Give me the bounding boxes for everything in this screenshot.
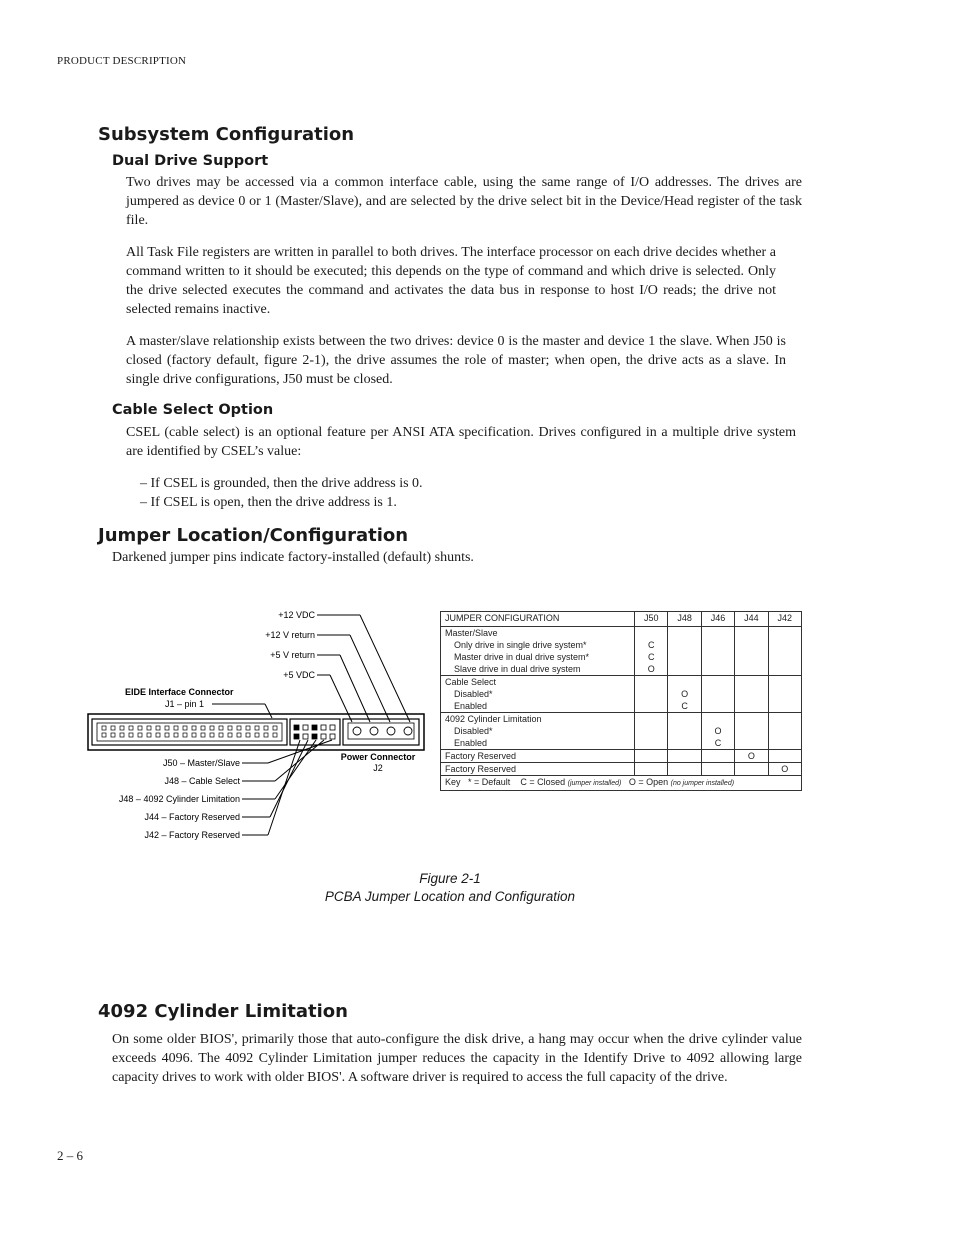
jumper-state: C xyxy=(714,738,722,748)
key-closed: C = Closed xyxy=(520,777,566,787)
label-j42: J42 – Factory Reserved xyxy=(144,830,240,840)
pcba-jumper-diagram xyxy=(80,600,435,845)
subsection-title-dual-drive: Dual Drive Support xyxy=(112,153,269,169)
eide-pin xyxy=(156,726,160,730)
figure-title: PCBA Jumper Location and Configuration xyxy=(324,889,576,904)
eide-pin xyxy=(192,726,196,730)
eide-pin xyxy=(156,733,160,737)
label-j50: J50 – Master/Slave xyxy=(162,758,240,768)
eide-pin xyxy=(228,726,232,730)
option-label: Disabled* xyxy=(454,689,493,699)
section-title-subsystem: Subsystem Configuration xyxy=(98,124,355,145)
eide-pin xyxy=(273,733,277,737)
label-pin1: J1 – pin 1 xyxy=(165,699,205,709)
group-title: Master/Slave xyxy=(445,628,498,638)
eide-pin xyxy=(147,726,151,730)
eide-pin xyxy=(219,726,223,730)
eide-pin xyxy=(264,733,268,737)
eide-pin xyxy=(165,733,169,737)
table-cell-j46 xyxy=(701,713,734,750)
table-row xyxy=(441,750,802,763)
eide-pin xyxy=(219,733,223,737)
eide-pin xyxy=(237,733,241,737)
paragraph-dual-2: All Task File registers are written in parallel to both drives. The interface processor on each drive decides whether a command written to it should be executed; this depends on the type of command and which drive is selected. Only the drive selected executes the command and activates the data bus in response to host I/O reads; the drive not selected remains inactive. xyxy=(126,245,776,317)
option-label: Slave drive in dual drive system xyxy=(454,664,581,674)
table-key xyxy=(441,776,802,791)
jumper-pin xyxy=(321,734,326,739)
eide-pin xyxy=(129,726,133,730)
figure-caption xyxy=(240,870,660,906)
bullet-csel-grounded: – If CSEL is grounded, then the drive address is 0. xyxy=(140,476,423,491)
figure-number: Figure 2-1 xyxy=(419,871,481,886)
eide-pin xyxy=(174,726,178,730)
jumper-pin xyxy=(312,734,317,739)
group-title: Cable Select xyxy=(445,677,497,687)
label-power-connector: Power Connector xyxy=(340,752,416,762)
jumper-pin xyxy=(312,725,317,730)
eide-pin xyxy=(138,733,142,737)
table-header-cell: J46 xyxy=(701,612,734,627)
table-cell-j48 xyxy=(668,676,701,713)
label-12vdc: +12 VDC xyxy=(278,610,315,620)
jumper-pin xyxy=(303,725,308,730)
option-label: Disabled* xyxy=(454,726,493,736)
jumper-state: O xyxy=(714,726,722,736)
section-title-jumper: Jumper Location/Configuration xyxy=(98,525,409,546)
jumper-state: C xyxy=(647,640,655,650)
eide-pin xyxy=(120,733,124,737)
option-label: Enabled xyxy=(454,701,488,711)
eide-pin xyxy=(201,726,205,730)
eide-pin xyxy=(183,733,187,737)
power-pin xyxy=(370,727,378,735)
eide-pin xyxy=(255,726,259,730)
table-cell-label xyxy=(441,713,635,750)
power-pin xyxy=(404,727,412,735)
eide-pin xyxy=(192,733,196,737)
label-eide-connector: EIDE Interface Connector xyxy=(125,687,234,697)
option-label: Enabled xyxy=(454,738,488,748)
table-cell-j42: O xyxy=(768,763,801,776)
eide-pin xyxy=(246,733,250,737)
table-header-row xyxy=(441,612,802,627)
paragraph-jumper-intro: Darkened jumper pins indicate factory-installed (default) shunts. xyxy=(112,550,474,565)
table-header-cell: J44 xyxy=(735,612,768,627)
jumper-config-table xyxy=(440,611,802,791)
table-header-cell: J42 xyxy=(768,612,801,627)
eide-pin xyxy=(111,733,115,737)
table-cell-label xyxy=(441,676,635,713)
jumper-pin xyxy=(321,725,326,730)
table-cell-label xyxy=(441,627,635,676)
eide-pin xyxy=(228,733,232,737)
eide-pin xyxy=(201,733,205,737)
eide-pin xyxy=(273,726,277,730)
jumper-block-pins xyxy=(294,725,335,739)
section-title-cylinder: 4092 Cylinder Limitation xyxy=(98,1001,348,1022)
jumper-pin xyxy=(330,725,335,730)
eide-pin xyxy=(264,726,268,730)
key-open-note: (no jumper installed) xyxy=(670,780,735,787)
label-12v-return: +12 V return xyxy=(265,630,315,640)
bullet-csel-open: – If CSEL is open, then the drive address is 1. xyxy=(140,495,397,510)
eide-pin xyxy=(138,726,142,730)
key-open: O = Open xyxy=(628,777,669,787)
table-cell-j50 xyxy=(635,627,668,676)
option-label: Master drive in dual drive system* xyxy=(454,652,590,662)
label-5vdc: +5 VDC xyxy=(283,670,315,680)
label-power-connector-id: J2 xyxy=(373,763,383,773)
label-j44: J44 – Factory Reserved xyxy=(144,812,240,822)
eide-pin xyxy=(210,733,214,737)
table-cell-j44: O xyxy=(735,750,768,763)
eide-pin xyxy=(102,733,106,737)
eide-pin xyxy=(237,726,241,730)
option-label: Only drive in single drive system* xyxy=(454,640,587,650)
jumper-state: C xyxy=(681,701,688,711)
table-header-cell: J50 xyxy=(635,612,668,627)
key-prefix: Key xyxy=(445,777,461,787)
eide-pin xyxy=(255,733,259,737)
eide-pin xyxy=(102,726,106,730)
eide-pin xyxy=(165,726,169,730)
jumper-state: O xyxy=(647,664,655,674)
jumper-state: O xyxy=(681,689,689,699)
page-folio: 2 – 6 xyxy=(57,1148,83,1163)
table-header-cell: JUMPER CONFIGURATION xyxy=(441,612,635,627)
eide-pin xyxy=(210,726,214,730)
key-default: * = Default xyxy=(468,777,511,787)
table-row xyxy=(441,627,802,676)
label-j48-cable: J48 – Cable Select xyxy=(164,776,240,786)
key-closed-note: (jumper installed) xyxy=(567,780,622,787)
eide-pin xyxy=(129,733,133,737)
paragraph-cylinder: On some older BIOS', primarily those that auto-configure the disk drive, a hang may occur when the drive cylinder value exceeds 4096. The 4092 Cylinder Limitation jumper reduces the capacity in the Identify Drive to 4092 allowing large capacity drives to work with older BIOS'. A software driver is required to access the full capacity of the drive. xyxy=(112,1032,802,1085)
jumper-pin xyxy=(330,734,335,739)
power-connector-pins xyxy=(353,727,412,735)
eide-pin xyxy=(183,726,187,730)
eide-pin xyxy=(111,726,115,730)
jumper-pin xyxy=(303,734,308,739)
table-row xyxy=(441,676,802,713)
group-title: 4092 Cylinder Limitation xyxy=(445,714,542,724)
eide-pin xyxy=(246,726,250,730)
eide-connector-pins xyxy=(102,726,277,737)
table-row xyxy=(441,713,802,750)
jumper-pin xyxy=(294,725,299,730)
eide-pin xyxy=(174,733,178,737)
table-header-cell: J48 xyxy=(668,612,701,627)
subsection-title-cable-select: Cable Select Option xyxy=(112,402,274,418)
table-cell-label: Factory Reserved xyxy=(441,763,635,776)
jumper-pin xyxy=(294,734,299,739)
table-row xyxy=(441,763,802,776)
eide-pin xyxy=(120,726,124,730)
eide-pin xyxy=(147,733,151,737)
table-key-row xyxy=(441,776,802,791)
label-5v-return: +5 V return xyxy=(270,650,315,660)
power-pin xyxy=(353,727,361,735)
running-head: PRODUCT DESCRIPTION xyxy=(57,55,187,67)
paragraph-cable-1: CSEL (cable select) is an optional feature per ANSI ATA specification. Drives configured in a multiple drive system are identified by CSEL’s value: xyxy=(126,425,796,459)
jumper-state: C xyxy=(647,652,655,662)
paragraph-dual-1: Two drives may be accessed via a common interface cable, using the same range of I/O addresses. The drives are jumpered as device 0 or 1 (Master/Slave), and are selected by the drive select bit in the Device/Head register of the task file. xyxy=(126,175,802,228)
table-cell-label: Factory Reserved xyxy=(441,750,635,763)
paragraph-dual-3: A master/slave relationship exists between the two drives: device 0 is the master and device 1 the slave. When J50 is closed (factory default, figure 2-1), the drive assumes the role of master; when open, the drive acts as a slave. In single drive configurations, J50 must be closed. xyxy=(126,334,786,387)
label-j48-cyl: J48 – 4092 Cylinder Limitation xyxy=(118,794,240,804)
power-pin xyxy=(387,727,395,735)
